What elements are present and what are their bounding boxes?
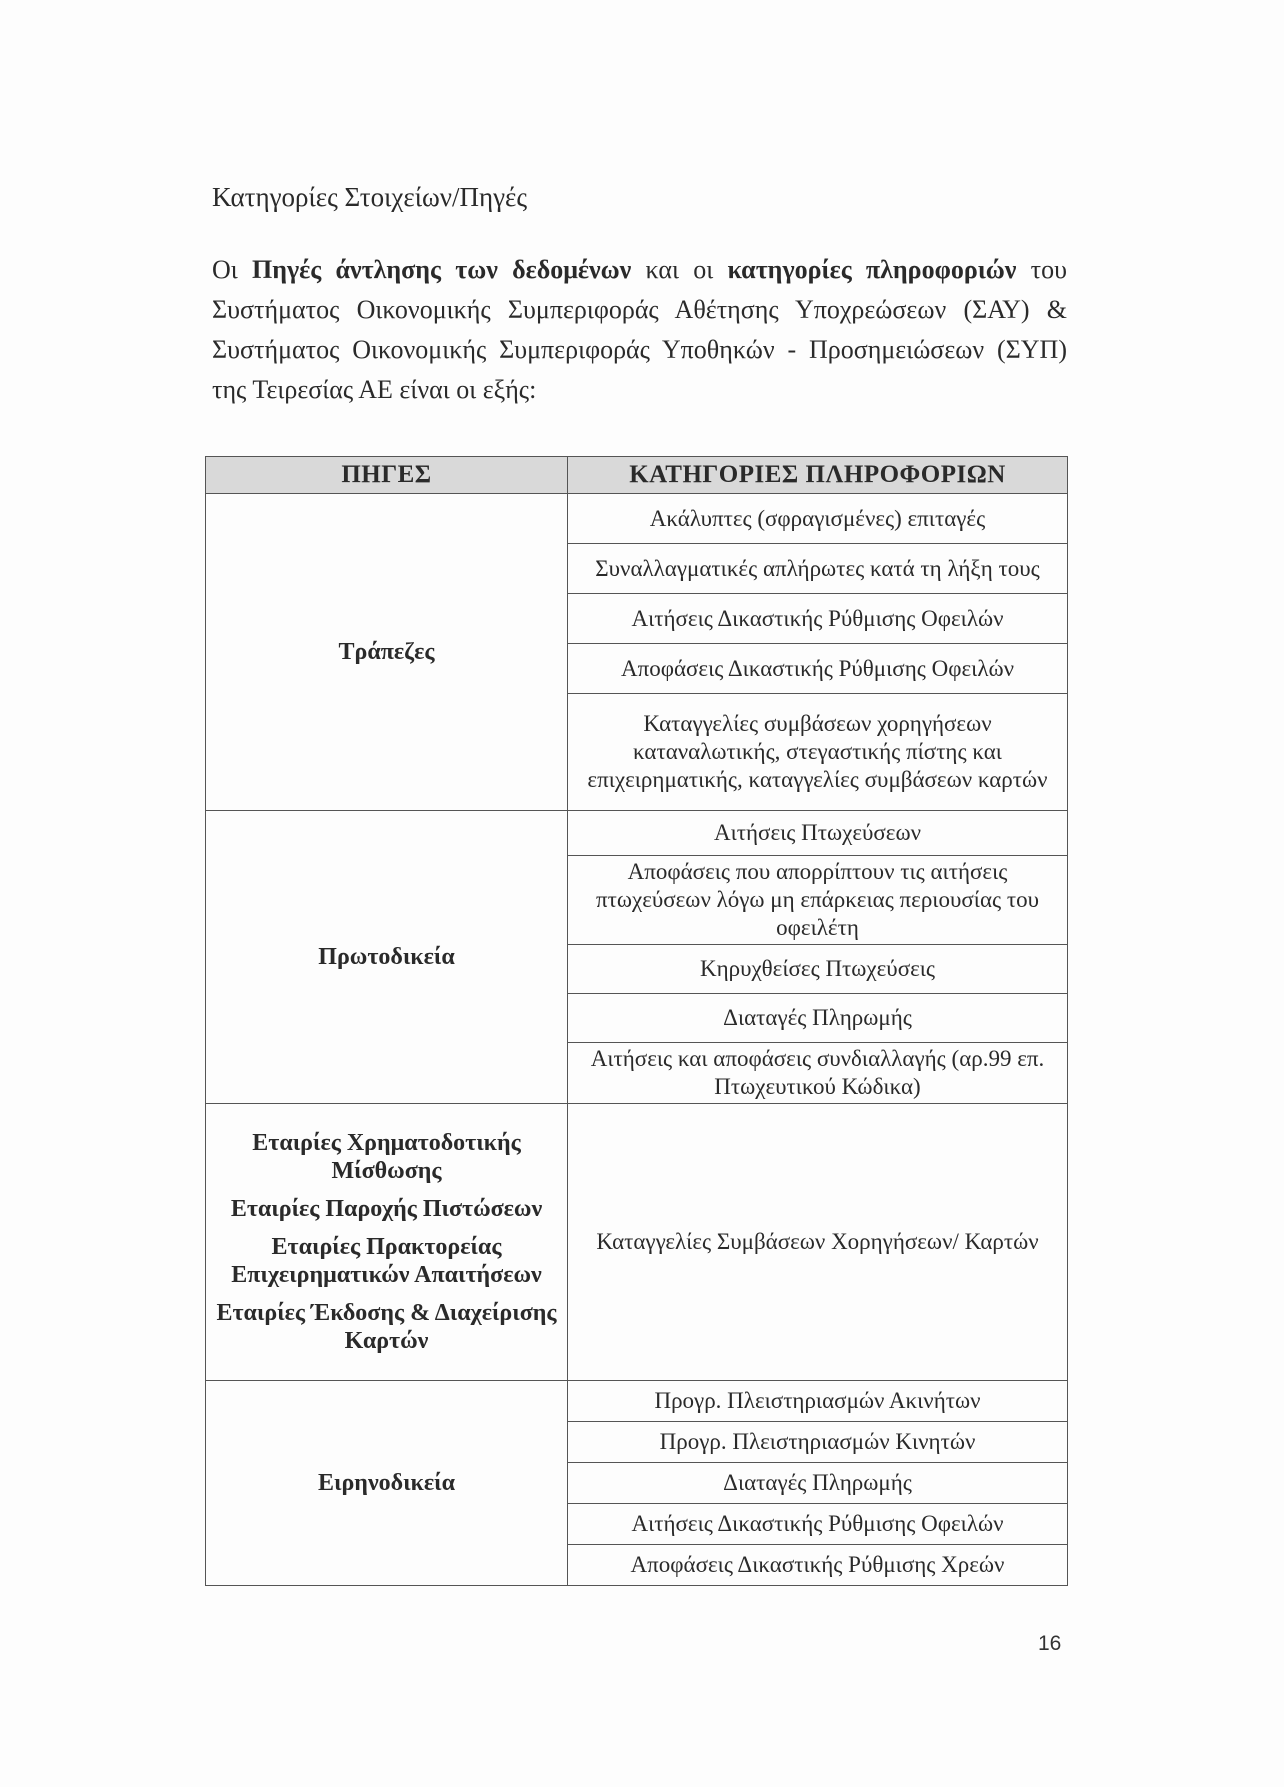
category-cell: Διαταγές Πληρωμής	[568, 1463, 1068, 1504]
source-card-companies: Εταιρίες Έκδοσης & Διαχείρισης Καρτών	[216, 1300, 557, 1354]
category-cell: Αιτήσεις και αποφάσεις συνδιαλλαγής (αρ.99 επ. Πτωχευτικού Κώδικα)	[568, 1043, 1068, 1104]
page-number: 16	[1038, 1632, 1062, 1655]
sources-table	[205, 456, 1068, 1586]
category-cell: Καταγγελίες Συμβάσεων Χορηγήσεων/ Καρτών	[568, 1104, 1068, 1381]
header-sources: ΠΗΓΕΣ	[206, 457, 568, 494]
category-cell: Αιτήσεις Δικαστικής Ρύθμισης Οφειλών	[568, 1504, 1068, 1545]
intro-bold-categories: κατηγορίες πληροφοριών	[727, 255, 1017, 284]
intro-bold-sources: Πηγές άντλησης των δεδομένων	[252, 255, 632, 284]
category-cell: Αποφάσεις Δικαστικής Ρύθμισης Χρεών	[568, 1545, 1068, 1586]
source-first-instance-courts: Πρωτοδικεία	[206, 811, 568, 1104]
table-header-row	[206, 457, 1068, 494]
category-cell: Αιτήσεις Πτωχεύσεων	[568, 811, 1068, 856]
source-peace-courts: Ειρηνοδικεία	[206, 1381, 568, 1586]
source-leasing-companies: Εταιρίες Χρηματοδοτικής Μίσθωσης	[252, 1130, 521, 1184]
intro-paragraph	[212, 250, 1067, 410]
intro-text-1: Οι	[212, 255, 253, 284]
header-categories: ΚΑΤΗΓΟΡΙΕΣ ΠΛΗΡΟΦΟΡΙΩΝ	[568, 457, 1068, 494]
category-cell: Συναλλαγματικές απλήρωτες κατά τη λήξη τους	[568, 544, 1068, 594]
source-factoring-companies: Εταιρίες Πρακτορείας Επιχειρηματικών Απαιτήσεων	[231, 1234, 542, 1288]
table-row	[206, 494, 1068, 544]
category-cell: Καταγγελίες συμβάσεων χορηγήσεων καταναλωτικής, στεγαστικής πίστης και επιχειρηματικής, καταγγελίες συμβάσεων καρτών	[568, 694, 1068, 811]
category-cell: Αποφάσεις Δικαστικής Ρύθμισης Οφειλών	[568, 644, 1068, 694]
category-cell: Διαταγές Πληρωμής	[568, 994, 1068, 1043]
source-credit-companies: Εταιρίες Παροχής Πιστώσεων	[230, 1196, 543, 1222]
category-cell: Κηρυχθείσες Πτωχεύσεις	[568, 945, 1068, 994]
category-cell: Προγρ. Πλειστηριασμών Κινητών	[568, 1422, 1068, 1463]
source-banks: Τράπεζες	[206, 494, 568, 811]
category-cell: Ακάλυπτες (σφραγισμένες) επιταγές	[568, 494, 1068, 544]
table-row	[206, 811, 1068, 856]
table-row	[206, 1104, 1068, 1381]
intro-text-3: του Συστήματος Οικονομικής Συμπεριφοράς Αθέτησης Υποχρεώσεων (ΣΑΥ) & Συστήματος Οικονομικής Συμπεριφοράς Υποθηκών - Προσημειώσεων (ΣΥΠ) της Τειρεσίας ΑΕ είναι οι εξής:	[212, 255, 1067, 404]
table-row	[206, 1381, 1068, 1422]
source-companies	[206, 1104, 568, 1381]
intro-text-2: και οι	[631, 255, 728, 284]
section-title: Κατηγορίες Στοιχείων/Πηγές	[212, 182, 528, 212]
category-cell: Αποφάσεις που απορρίπτουν τις αιτήσεις πτωχεύσεων λόγω μη επάρκειας περιουσίας του οφειλέτη	[568, 856, 1068, 945]
category-cell: Προγρ. Πλειστηριασμών Ακινήτων	[568, 1381, 1068, 1422]
category-cell: Αιτήσεις Δικαστικής Ρύθμισης Οφειλών	[568, 594, 1068, 644]
